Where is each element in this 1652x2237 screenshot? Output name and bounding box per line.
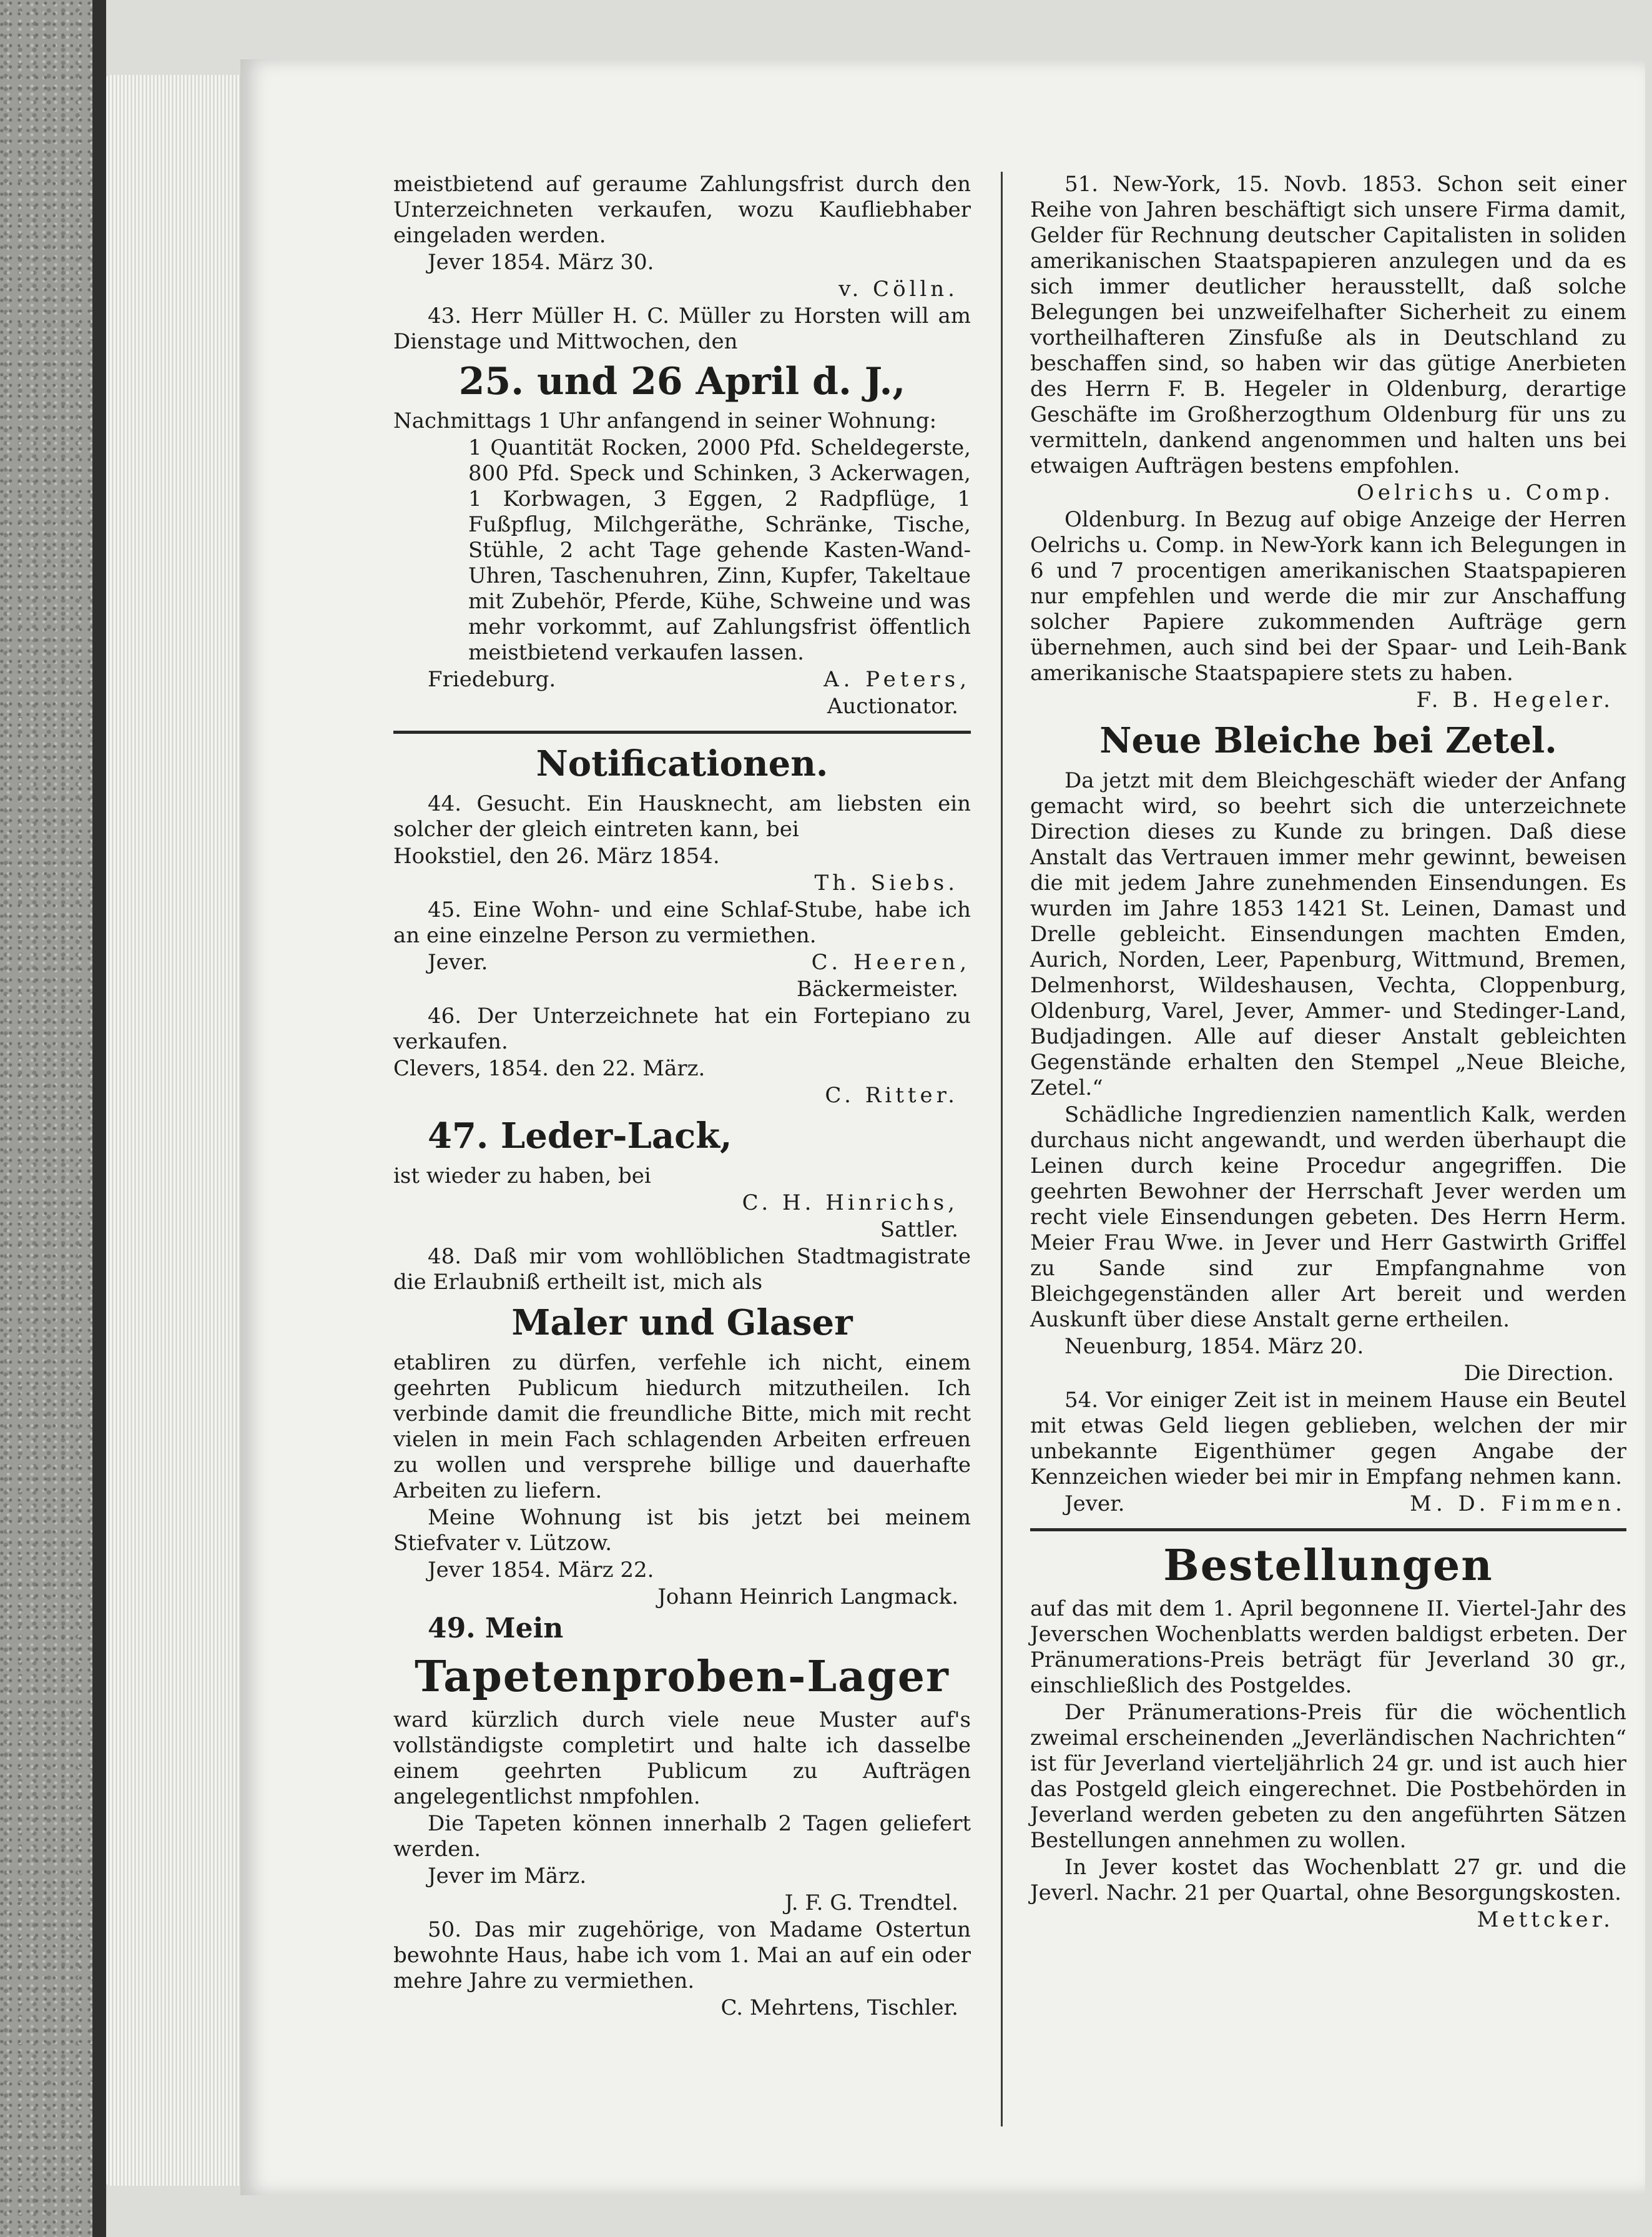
notice-49-signature: J. F. G. Trendtel. (784, 1890, 958, 1915)
notice-48-date: Jever 1854. März 22. (428, 1558, 654, 1583)
notice-46-signature: C. Ritter. (825, 1083, 958, 1108)
notice-45-place: Jever. (428, 950, 488, 975)
right-column (1030, 172, 1626, 1934)
notice-49-heading: Tapetenproben-Lager (415, 1652, 950, 1702)
bestellungen-text-2: Der Pränumerations-Preis für die wöchentlich zweimal erscheinenden „Jeverländischen Nachrichten“ ist für Jeverland vierteljährlich 24 gr. und ist auch hier das Postgeld gleich eingerechnet. Die Postbehörden in Jeverland werden gebeten zu den angeführten Sätzen Bestellungen annehmen zu wollen. (1030, 1700, 1626, 1853)
notice-43-time: Nachmittags 1 Uhr anfangend in seiner Wohnung: (393, 408, 937, 433)
notice-43: 43. Herr Müller H. C. Müller zu Horsten will am Dienstage und Mittwochen, den (393, 304, 971, 354)
notice-47-heading: 47. Leder-Lack, (428, 1115, 732, 1157)
notice-43-goods: 1 Quantität Rocken, 2000 Pfd. Scheldegerste, 800 Pfd. Speck und Schinken, 3 Ackerwagen, 1 Korbwagen, 3 Eggen, 2 Radpflüge, 1 Fußpflug, Milchgeräthe, Schränke, Tische, Stühle, 2 acht Tage gehende Kasten-Wand-Uhren, Taschenuhren, Zinn, Kupfer, Takeltaue mit Zubehör, Pferde, Kühe, Schweine und was mehr vorkommt, auf Zahlungsfrist öffentlich meistbietend verkaufen lassen. (468, 435, 971, 665)
notice-45: 45. Eine Wohn- und eine Schlaf-Stube, habe ich an eine einzelne Person zu vermiethen. (393, 897, 971, 948)
notice-48-heading: Maler und Glaser (511, 1302, 853, 1343)
notice-52-signature: Die Direction. (1463, 1361, 1614, 1386)
notice-48-body: etabliren zu dürfen, verfehle ich nicht, einem geehrten Publicum hiedurch mitzutheilen. Ich verbinde damit die freundliche Bitte, mich mit recht vielen in mein Fach schlagenden Arbeiten erfreuen zu wollen und versprehe billige und dauerhafte Arbeiten zu liefern. (393, 1350, 971, 1503)
left-column (393, 172, 971, 2022)
notice-54-place: Jever. (1064, 1491, 1125, 1516)
notice-44-signature: Th. Siebs. (814, 871, 958, 896)
notice-47: ist wieder zu haben, bei (393, 1163, 651, 1188)
bestellungen-text-3: In Jever kostet das Wochenblatt 27 gr. und die Jeverl. Nachr. 21 per Quartal, ohne Besorgungskosten. (1030, 1855, 1626, 1905)
column-divider (1001, 172, 1003, 2126)
notice-48-signature: Johann Heinrich Langmack. (657, 1584, 958, 1609)
notice-45-signature: C. Heeren, (811, 950, 971, 975)
notice-43-date: 25. und 26 April d. J., (458, 360, 906, 403)
section-title: Notificationen. (536, 743, 828, 784)
section-rule (393, 731, 971, 734)
notice-47-role: Sattler. (880, 1217, 958, 1242)
bestellungen-rule (1030, 1528, 1626, 1531)
bestellungen-signature: Mettcker. (1477, 1907, 1614, 1932)
notice-48: 48. Daß mir vom wohllöblichen Stadtmagistrate die Erlaubniß ertheilt ist, mich als (393, 1244, 971, 1295)
notice-47-signature: C. H. Hinrichs, (742, 1190, 958, 1215)
bestellungen-text-1: auf das mit dem 1. April begonnene II. Viertel-Jahr des Jeverschen Wochenblatts werden baldigst erbeten. Der Pränumerations-Preis beträgt für Jeverland 30 gr., einschließlich des Postgeldes. (1030, 1596, 1626, 1698)
notice-51-signature: Oelrichs u. Comp. (1356, 480, 1614, 505)
notice-51-b: Oldenburg. In Bezug auf obige Anzeige der Herren Oelrichs u. Comp. in New-York kann ich Belegungen in 6 und 7 procentigen amerikanischen Staatspapieren nur empfehlen und werde die mir zur Anschaffung solcher Papiere zukommenden Aufträge gern übernehmen, auch sind bei der Spaar- und Leih-Bank amerikanische Staatspapiere stets zu haben. (1030, 507, 1626, 686)
notice-51-b-signature: F. B. Hegeler. (1416, 688, 1614, 713)
notice-51: 51. New-York, 15. Novb. 1853. Schon seit einer Reihe von Jahren beschäftigt sich unsere Firma damit, Gelder für Rechnung deutscher Capitalisten in soliden amerikanischen Staatspapieren anzulegen und da es sich immer deutlicher herausstellt, daß solche Belegungen bei unzweifelhafter Sicherheit zu einem vortheilhafteren Zinsfuße als in Deutschland zu beschaffen sind, so haben wir das gütige Anerbieten des Herrn F. B. Hegeler in Oldenburg, derartige Geschäfte im Großherzogthum Oldenburg für uns zu vermitteln, dankend angenommen und halten uns bei etwaigen Aufträgen bestens empfohlen. (1030, 172, 1626, 478)
notice-49-body2: Die Tapeten können innerhalb 2 Tagen geliefert werden. (393, 1811, 971, 1862)
intro-text: meistbietend auf geraume Zahlungsfrist durch den Unterzeichneten verkaufen, wozu Kaufliebhaber eingeladen werden. (393, 172, 971, 248)
notice-46-date: Clevers, 1854. den 22. März. (393, 1056, 706, 1081)
notice-52-body2: Schädliche Ingredienzien namentlich Kalk, werden durchaus nicht angewandt, und werden überhaupt die Leinen durch keine Procedur angegriffen. Die geehrten Bewohner der Herrschaft Jever werden um recht viele Einsendungen gebeten. Des Herrn Herm. Meier Frau Wwe. in Jever und Herr Gastwirth Griffel zu Sande sind zur Empfangnahme von Bleichgegenständen aller Art bereit und werden Auskunft über diese Anstalt gerne ertheilen. (1030, 1102, 1626, 1332)
notice-52-body: Da jetzt mit dem Bleichgeschäft wieder der Anfang gemacht wird, so beehrt sich die unterzeichnete Direction dieses zu Kunde zu bringen. Daß diese Anstalt das Vertrauen immer mehr gewinnt, beweisen die mit jedem Jahre zunehmenden Einsendungen. Es wurden im Jahre 1853 1421 St. Leinen, Damast und Drelle gebleicht. Einsendungen machten Emden, Aurich, Norden, Leer, Papenburg, Wittmund, Bremen, Delmenhorst, Wildeshausen, Vechta, Cloppenburg, Oldenburg, Varel, Jever, Ammer- und Stedinger-Land, Budjadingen. Alle auf dieser Anstalt gebleichten Gegenstände erhalten den Stempel „Neue Bleiche, Zetel.“ (1030, 768, 1626, 1100)
notice-50-signature: C. Mehrtens, Tischler. (720, 1995, 958, 2020)
notice-44-date: Hookstiel, den 26. März 1854. (393, 844, 720, 869)
page-stack-edges (106, 75, 240, 2186)
notice-48-address: Meine Wohnung ist bis jetzt bei meinem Stiefvater v. Lützow. (393, 1505, 971, 1556)
notice-54-signature: M. D. Fimmen. (1410, 1491, 1626, 1516)
notice-43-signature: A. Peters, (824, 667, 971, 692)
notice-46: 46. Der Unterzeichnete hat ein Fortepiano zu verkaufen. (393, 1004, 971, 1054)
notice-44: 44. Gesucht. Ein Hausknecht, am liebsten ein solcher der gleich eintreten kann, bei (393, 791, 971, 842)
intro-signature: v. Cölln. (838, 277, 958, 302)
notice-50: 50. Das mir zugehörige, von Madame Ostertun bewohnte Haus, habe ich vom 1. Mai an auf ein oder mehre Jahre zu vermiethen. (393, 1917, 971, 1993)
notice-45-role: Bäckermeister. (796, 977, 958, 1002)
book-spine-edge (92, 0, 106, 2237)
book-cover (0, 0, 92, 2237)
notice-49-lead: 49. Mein (428, 1612, 564, 1644)
notice-43-role: Auctionator. (827, 694, 958, 719)
bestellungen-heading: Bestellungen (1163, 1541, 1493, 1591)
intro-date: Jever 1854. März 30. (428, 250, 654, 275)
notice-43-place: Friedeburg. (428, 667, 556, 692)
notice-49-body: ward kürzlich durch viele neue Muster auf's vollständigste completirt und halte ich dasselbe einem geehrten Publicum zu Aufträgen angelegentlichst nmpfohlen. (393, 1707, 971, 1809)
notice-49-place: Jever im März. (428, 1864, 587, 1889)
notice-52-heading: Neue Bleiche bei Zetel. (1099, 720, 1557, 761)
notice-52-date: Neuenburg, 1854. März 20. (1064, 1334, 1364, 1359)
notice-54: 54. Vor einiger Zeit ist in meinem Hause ein Beutel mit etwas Geld liegen geblieben, welchen der mir unbekannte Eigenthümer gegen Angabe der Kennzeichen wieder bei mir in Empfang nehmen kann. (1030, 1388, 1626, 1489)
